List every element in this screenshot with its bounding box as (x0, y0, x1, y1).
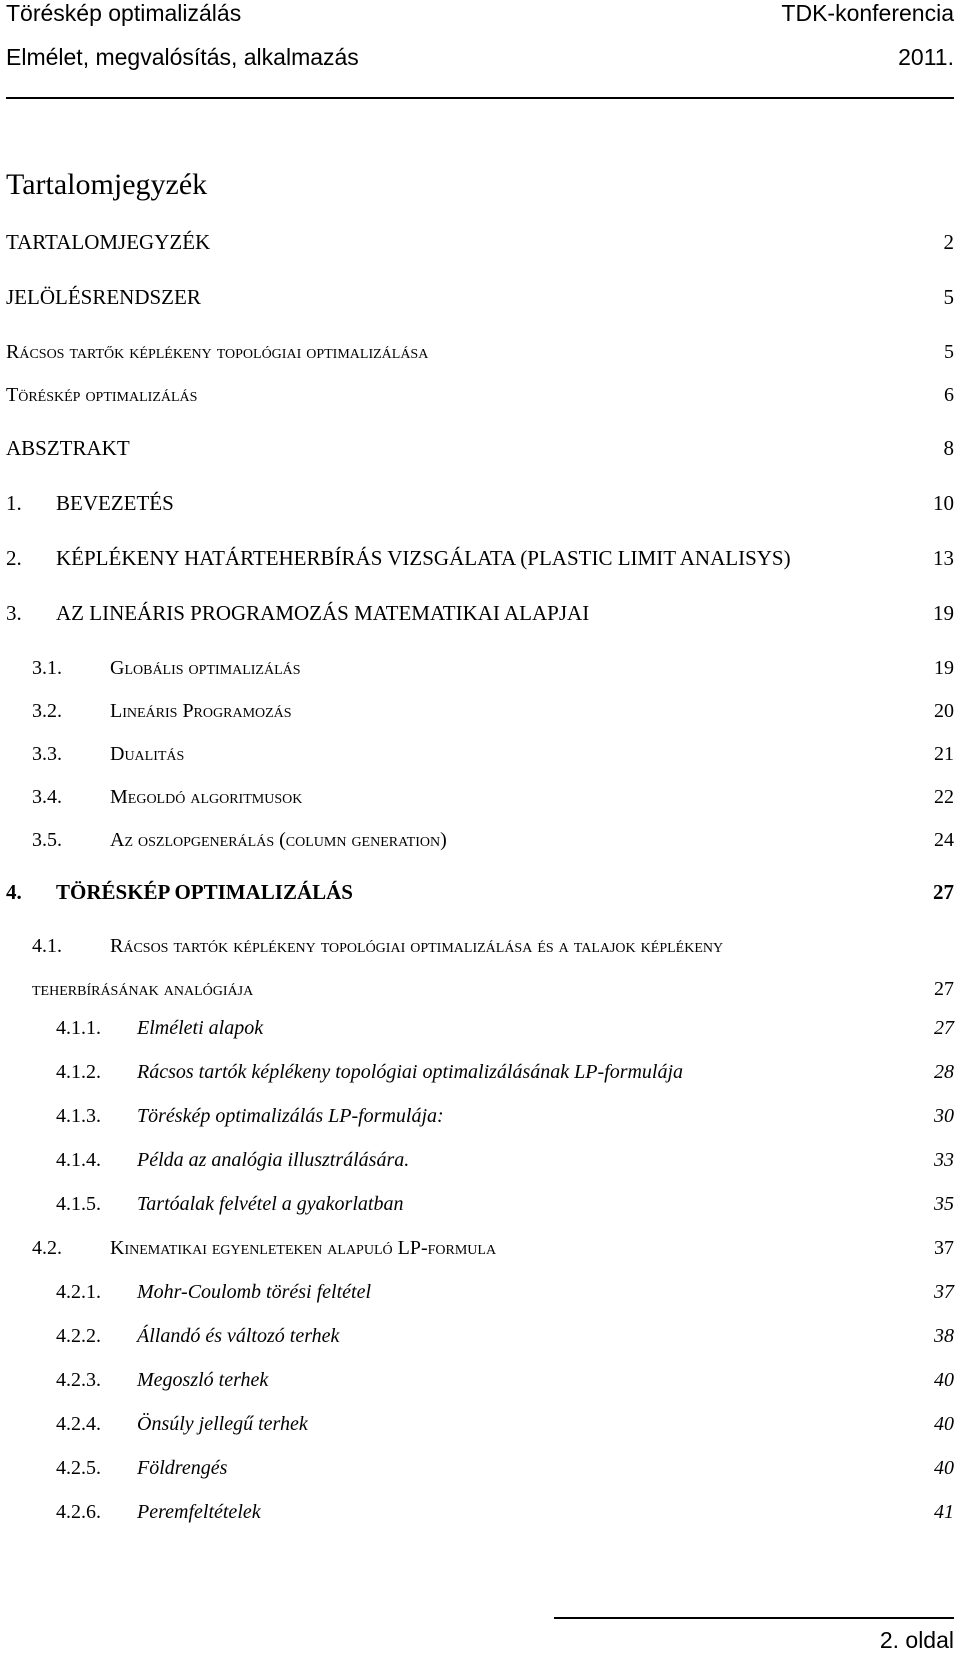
toc-entry-title: Kinematikai egyenleteken alapuló LP-formula (110, 1237, 497, 1259)
toc-entry-number: 4.1.4. (56, 1149, 101, 1171)
toc-entry-page: 38 (934, 1325, 954, 1347)
toc-entry-number: 4.2.1. (56, 1281, 101, 1303)
toc-entry-page: 40 (934, 1457, 954, 1479)
toc-entry-title: Töréskép optimalizálás LP-formulája: (137, 1105, 444, 1127)
toc-entry-number: 4. (6, 880, 22, 904)
toc-entry-page: 40 (934, 1413, 954, 1435)
toc-entry-title: Tartóalak felvétel a gyakorlatban (137, 1193, 404, 1215)
toc-entry-number: 3.5. (32, 829, 62, 851)
toc-entry-page: 27 (934, 978, 954, 1000)
toc-entry-number: 4.1.3. (56, 1105, 101, 1127)
toc-entry-title: Mohr-Coulomb törési feltétel (137, 1281, 372, 1303)
toc-entry-number: 4.2.6. (56, 1501, 101, 1523)
header-line-bottom (6, 44, 954, 71)
header-year: 2011. (898, 44, 954, 70)
toc-entry-page: 37 (934, 1237, 954, 1259)
toc-entry-number: 4.2.2. (56, 1325, 101, 1347)
toc-entry-number: 4.1.2. (56, 1061, 101, 1083)
toc-entry-page: 5 (944, 341, 954, 363)
toc-entry-title: Elméleti alapok (137, 1017, 264, 1039)
toc-entry-page: 27 (933, 880, 954, 904)
toc-entry-page: 22 (934, 786, 954, 808)
toc-entry-title: Földrengés (137, 1457, 228, 1479)
toc-entry-number: 4.2.3. (56, 1369, 101, 1391)
toc-entry-title: TARTALOMJEGYZÉK (6, 230, 211, 254)
toc-entry-number: 4.2.4. (56, 1413, 101, 1435)
toc-entry-number: 4.2. (32, 1237, 62, 1259)
toc-entry-page: 21 (934, 743, 954, 765)
toc-entry-title: AZ LINEÁRIS PROGRAMOZÁS MATEMATIKAI ALAPJAI (56, 601, 590, 625)
toc-entry-number: 3.2. (32, 700, 62, 722)
toc-entry-title: Megoldó algoritmusok (110, 786, 303, 808)
toc-entry-page: 20 (934, 700, 954, 722)
toc-entry-number: 3.1. (32, 657, 62, 679)
toc-entry-number: 3. (6, 601, 22, 625)
toc-entry-page: 13 (933, 546, 954, 570)
header-subtitle: Elmélet, megvalósítás, alkalmazás (6, 44, 359, 70)
toc-entry-title: KÉPLÉKENY HATÁRTEHERBÍRÁS VIZSGÁLATA (PLASTIC LIMIT ANALISYS) (56, 546, 791, 570)
header-conference: TDK-konferencia (781, 0, 954, 26)
toc-entry-title: Rácsos tartők képlékeny topológiai optimalizálása (6, 341, 429, 363)
toc-entry-page: 33 (934, 1149, 954, 1171)
toc-entry-page: 28 (934, 1061, 954, 1083)
page-header (6, 0, 954, 100)
toc-entry-title: Rácsos tartók képlékeny topológiai optimalizálásának LP-formulája (137, 1061, 684, 1083)
toc-entry-title: Töréskép optimalizálás (6, 384, 198, 406)
toc-entry-title: Globális optimalizálás (110, 657, 301, 679)
toc-entry-number: 4.2.5. (56, 1457, 101, 1479)
header-doc-title: Töréskép optimalizálás (6, 0, 242, 26)
toc-entry-title: Dualitás (110, 743, 185, 765)
toc-entry-page: 2 (943, 230, 954, 254)
toc-entry-page: 40 (934, 1369, 954, 1391)
toc-entry-number: 2. (6, 546, 22, 570)
toc-entry-title: Peremfeltételek (137, 1501, 261, 1523)
toc-entry-page: 24 (934, 829, 954, 851)
toc-entry-title: Önsúly jellegű terhek (137, 1413, 308, 1435)
page-number: 2. oldal (879, 1627, 954, 1653)
toc-entry-number: 1. (6, 491, 22, 515)
toc-entry-title: JELÖLÉSRENDSZER (6, 285, 201, 309)
toc-entry-number: 4.1.5. (56, 1193, 101, 1215)
toc-entry-number: 4.1.1. (56, 1017, 101, 1039)
toc-entry-title: Rácsos tartók képlékeny topológiai optimalizálása és a talajok képlékeny (110, 935, 724, 957)
toc-entry-number: 3.3. (32, 743, 62, 765)
toc-entry-page: 6 (944, 384, 954, 406)
header-divider (6, 97, 954, 99)
toc-entry-title: Példa az analógia illusztrálására. (137, 1149, 410, 1171)
toc-entry-page: 37 (934, 1281, 954, 1303)
toc-entry-title: teherbírásának analógiája (32, 978, 254, 1000)
toc-entry-page: 10 (933, 491, 954, 515)
toc-entry-title: Megoszló terhek (137, 1369, 269, 1391)
toc-entry-title: Az oszlopgenerálás (column generation) (110, 829, 447, 851)
toc-entry-title: TÖRÉSKÉP OPTIMALIZÁLÁS (56, 880, 353, 904)
toc-heading: Tartalomjegyzék (6, 168, 208, 201)
header-line-top (6, 0, 954, 27)
toc-entry-page: 27 (934, 1017, 954, 1039)
toc-entry-page: 19 (933, 601, 954, 625)
toc-entry-title: Lineáris Programozás (110, 700, 292, 722)
toc-entry-page: 8 (943, 436, 954, 460)
toc-entry-title: ABSZTRAKT (6, 436, 130, 460)
toc-entry-title: BEVEZETÉS (56, 491, 174, 515)
toc-entry-page: 41 (934, 1501, 954, 1523)
toc-entry-page: 19 (934, 657, 954, 679)
toc-entry-title: Állandó és változó terhek (137, 1325, 340, 1347)
toc-entry-page: 30 (934, 1105, 954, 1127)
toc-entry-page: 5 (943, 285, 954, 309)
toc-entry-number: 3.4. (32, 786, 62, 808)
toc-entry-page: 35 (934, 1193, 954, 1215)
footer-divider (554, 1617, 954, 1619)
toc-entry-number: 4.1. (32, 935, 62, 957)
